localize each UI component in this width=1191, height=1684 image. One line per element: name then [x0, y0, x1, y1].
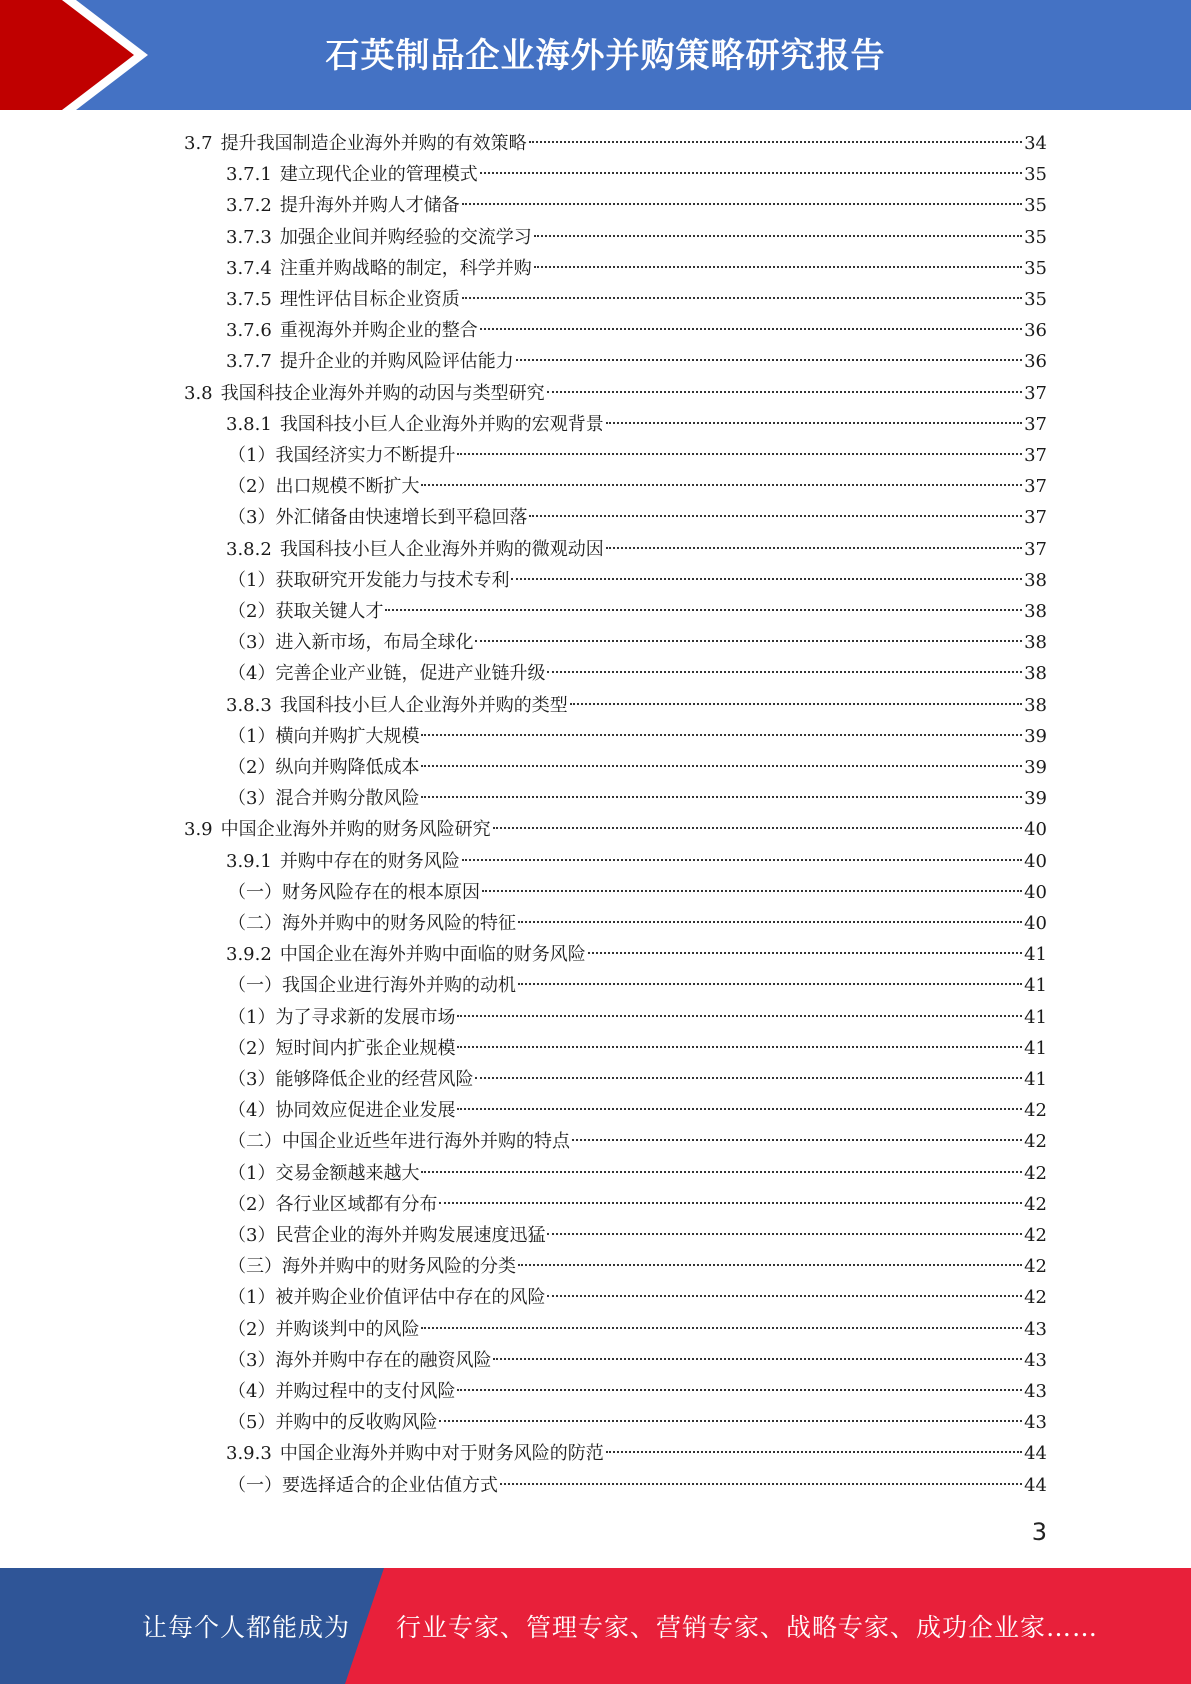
toc-entry-text: 中国企业海外并购中对于财务风险的防范 [279, 1443, 604, 1465]
toc-page-number: 40 [1024, 819, 1047, 841]
toc-page-number: 38 [1024, 569, 1047, 591]
toc-entry[interactable] [228, 877, 1047, 908]
toc-entry[interactable] [226, 253, 1047, 284]
toc-section-number: 3.8.2 [226, 538, 272, 560]
toc-entry-label [228, 627, 473, 658]
toc-entry[interactable] [228, 1470, 1047, 1501]
toc-dot-leader [421, 734, 1022, 736]
toc-page-number: 37 [1024, 476, 1047, 498]
toc-page-number: 43 [1024, 1381, 1047, 1402]
toc-entry-text: （1）我国经济实力不断提升 [228, 445, 456, 466]
toc-entry-label [228, 1251, 516, 1282]
toc-entry-text: 理性评估目标企业资质 [279, 289, 460, 310]
toc-page-number: 37 [1024, 413, 1047, 435]
toc-entry-text: 重视海外并购企业的整合 [279, 320, 478, 342]
toc-entry[interactable] [228, 1282, 1047, 1313]
toc-entry-label [228, 1064, 473, 1095]
toc-entry-label [226, 690, 568, 721]
toc-entry[interactable] [226, 846, 1047, 877]
toc-entry-text: （3）海外并购中存在的融资风险 [228, 1349, 492, 1371]
toc-page-number: 43 [1024, 1412, 1047, 1434]
toc-dot-leader [547, 671, 1022, 673]
toc-entry-label [226, 159, 478, 190]
toc-entry-label [228, 1095, 455, 1126]
toc-entry-label [228, 1002, 455, 1033]
toc-entry-text: （1）获取研究开发能力与技术专利 [228, 569, 510, 591]
toc-page-number: 42 [1024, 1287, 1047, 1309]
toc-entry-label [228, 565, 509, 596]
toc-entry-label [226, 190, 460, 221]
toc-page-number: 40 [1024, 850, 1047, 872]
toc-entry[interactable] [226, 409, 1047, 440]
toc-dot-leader [570, 703, 1022, 705]
toc-entry[interactable] [228, 908, 1047, 939]
toc-entry[interactable] [228, 1314, 1047, 1345]
toc-entry-text: （3）外汇储备由快速增长到平稳回落 [228, 507, 528, 529]
toc-dot-leader [457, 1389, 1022, 1391]
toc-dot-leader [529, 141, 1022, 143]
toc-entry-label [228, 877, 480, 908]
toc-entry-text: 我国科技小巨人企业海外并购的微观动因 [279, 538, 604, 560]
toc-entry-text: 我国科技小巨人企业海外并购的宏观背景 [279, 413, 604, 435]
toc-entry-text: 提升海外并购人才储备 [279, 195, 460, 217]
toc-page-number: 40 [1024, 913, 1047, 934]
toc-entry-text: 我国科技小巨人企业海外并购的类型 [279, 694, 568, 716]
toc-entry-text: （一）财务风险存在的根本原因 [228, 881, 480, 903]
toc-section-number: 3.7.1 [226, 164, 272, 186]
toc-entry-label [228, 1282, 545, 1313]
toc-page-number: 37 [1024, 538, 1047, 560]
toc-entry[interactable] [226, 190, 1047, 221]
toc-section-number: 3.9.2 [226, 944, 272, 966]
toc-section-number: 3.7.7 [226, 351, 272, 373]
toc-dot-leader [606, 547, 1022, 549]
toc-entry[interactable] [228, 1033, 1047, 1064]
toc-dot-leader [500, 1483, 1022, 1485]
toc-entry-label [226, 846, 460, 877]
toc-section-number: 3.7 [184, 133, 213, 154]
toc-entry-label [228, 1376, 455, 1407]
toc-entry-text: 加强企业间并购经验的交流学习 [279, 226, 532, 248]
toc-section-number: 3.8 [184, 382, 213, 404]
toc-entry-text: （4）协同效应促进企业发展 [228, 1100, 456, 1122]
toc-dot-leader [421, 765, 1022, 767]
toc-entry[interactable] [228, 1407, 1047, 1438]
toc-page-number: 42 [1024, 1225, 1047, 1246]
toc-entry[interactable] [228, 1251, 1047, 1282]
toc-entry[interactable] [226, 534, 1047, 565]
toc-entry-label [184, 378, 545, 409]
toc-page-number: 38 [1024, 663, 1047, 685]
toc-page-number: 34 [1024, 133, 1047, 154]
toc-page-number: 42 [1024, 1193, 1047, 1215]
toc-page-number: 38 [1024, 694, 1047, 716]
toc-section-number: 3.7.3 [226, 226, 272, 248]
toc-entry-text: （3）进入新市场，布局全球化 [228, 632, 474, 654]
toc-entry-label [228, 752, 419, 783]
toc-dot-leader [493, 1358, 1022, 1360]
toc-entry-label [226, 1438, 604, 1469]
toc-entry-text: 中国企业海外并购的财务风险研究 [220, 819, 491, 841]
toc-entry-label [228, 908, 516, 939]
toc-page-number: 35 [1024, 164, 1047, 186]
toc-section-number: 3.7.6 [226, 320, 272, 342]
toc-entry[interactable] [228, 783, 1047, 814]
toc-section-number: 3.7.2 [226, 195, 272, 217]
toc-dot-leader [518, 921, 1022, 923]
toc-entry-text: （一）要选择适合的企业估值方式 [228, 1474, 498, 1496]
toc-dot-leader [462, 203, 1022, 205]
toc-entry-text: 提升我国制造企业海外并购的有效策略 [220, 133, 527, 154]
toc-page-number: 38 [1024, 632, 1047, 654]
toc-page-number: 43 [1024, 1349, 1047, 1371]
toc-entry-label [228, 1158, 419, 1189]
toc-dot-leader [606, 422, 1022, 424]
toc-entry[interactable] [184, 814, 1047, 845]
toc-entry[interactable] [184, 128, 1047, 159]
toc-entry[interactable] [226, 315, 1047, 346]
toc-entry-text: （2）短时间内扩张企业规模 [228, 1037, 456, 1059]
toc-dot-leader [439, 1420, 1022, 1422]
toc-entry-text: （2）获取关键人才 [228, 601, 384, 622]
toc-entry-label [228, 1220, 545, 1251]
toc-dot-leader [606, 1451, 1022, 1453]
toc-entry-label [228, 658, 545, 689]
toc-entry-label [228, 502, 527, 533]
toc-entry-text: 我国科技企业海外并购的动因与类型研究 [220, 382, 545, 404]
toc-dot-leader [480, 328, 1022, 330]
toc-entry-label [226, 409, 604, 440]
toc-page-number: 41 [1024, 1069, 1047, 1090]
page-number: 3 [1031, 1518, 1047, 1546]
toc-entry-label [226, 284, 460, 315]
page-header [0, 0, 1191, 110]
toc-entry[interactable] [228, 1220, 1047, 1251]
toc-entry-label [226, 346, 514, 377]
toc-entry[interactable] [228, 1002, 1047, 1033]
toc-page-number: 44 [1024, 1474, 1047, 1496]
toc-dot-leader [534, 235, 1022, 237]
toc-entry-label [226, 222, 532, 253]
toc-page-number: 36 [1024, 351, 1047, 373]
toc-entry-text: （2）出口规模不断扩大 [228, 476, 420, 498]
toc-page-number: 41 [1024, 1006, 1047, 1028]
toc-dot-leader [547, 1233, 1022, 1235]
toc-section-number: 3.9 [184, 819, 213, 841]
toc-entry[interactable] [228, 1345, 1047, 1376]
toc-entry[interactable] [228, 721, 1047, 752]
toc-section-number: 3.9.1 [226, 850, 272, 872]
toc-page-number: 42 [1024, 1100, 1047, 1122]
toc-dot-leader [529, 515, 1022, 517]
toc-dot-leader [547, 1295, 1022, 1297]
toc-entry-text: （三）海外并购中的财务风险的分类 [228, 1256, 516, 1278]
slogan-left: 让每个人都能成为 [142, 1613, 351, 1642]
toc-entry-text: （1）被并购企业价值评估中存在的风险 [228, 1287, 546, 1309]
toc-section-number: 3.8.1 [226, 413, 272, 435]
toc-entry-text: 建立现代企业的管理模式 [279, 164, 478, 186]
toc-dot-leader [421, 1171, 1022, 1173]
toc-entry-text: （4）完善企业产业链，促进产业链升级 [228, 663, 546, 685]
toc-entry-label [226, 253, 532, 284]
toc-dot-leader [493, 827, 1022, 829]
toc-dot-leader [457, 1108, 1022, 1110]
toc-page-number: 35 [1024, 257, 1047, 279]
toc-entry-text: （二）中国企业近些年进行海外并购的特点 [228, 1131, 570, 1153]
report-title: 石英制品企业海外并购策略研究报告 [325, 36, 886, 76]
toc-dot-leader [457, 453, 1022, 455]
toc-entry-label [228, 440, 455, 471]
toc-entry[interactable] [226, 939, 1047, 970]
toc-entry[interactable] [228, 565, 1047, 596]
toc-dot-leader [534, 266, 1022, 268]
toc-entry-text: 注重并购战略的制定，科学并购 [279, 257, 532, 279]
toc-page-number: 41 [1024, 975, 1047, 997]
toc-entry[interactable] [228, 1158, 1047, 1189]
toc-page-number: 41 [1024, 1037, 1047, 1059]
toc-dot-leader [482, 890, 1022, 892]
toc-entry-label [228, 596, 383, 627]
toc-entry-text: （1）为了寻求新的发展市场 [228, 1006, 456, 1028]
page-footer [0, 1568, 1191, 1684]
toc-entry[interactable] [228, 658, 1047, 689]
toc-page-number: 42 [1024, 1131, 1047, 1153]
toc-entry-text: （1）横向并购扩大规模 [228, 725, 420, 747]
toc-dot-leader [480, 172, 1022, 174]
toc-page-number: 39 [1024, 725, 1047, 747]
toc-page-number: 44 [1024, 1443, 1047, 1465]
toc-entry-text: （4）并购过程中的支付风险 [228, 1381, 456, 1402]
toc-entry[interactable] [226, 159, 1047, 190]
toc-dot-leader [518, 983, 1022, 985]
toc-entry[interactable] [228, 752, 1047, 783]
toc-entry-text: （2）各行业区域都有分布 [228, 1193, 438, 1215]
toc-entry[interactable] [226, 690, 1047, 721]
toc-entry-text: 提升企业的并购风险评估能力 [279, 351, 514, 373]
toc-page-number: 37 [1024, 382, 1047, 404]
toc-dot-leader [511, 578, 1022, 580]
toc-dot-leader [518, 1264, 1022, 1266]
toc-entry-label [228, 1407, 437, 1438]
toc-page-number: 43 [1024, 1318, 1047, 1340]
toc-dot-leader [421, 1327, 1022, 1329]
toc-dot-leader [475, 1077, 1022, 1079]
toc-entry[interactable] [228, 1095, 1047, 1126]
toc-section-number: 3.8.3 [226, 694, 272, 716]
toc-section-number: 3.7.5 [226, 289, 272, 310]
toc-dot-leader [475, 640, 1022, 642]
toc-page-number: 38 [1024, 601, 1047, 622]
toc-dot-leader [457, 1046, 1022, 1048]
toc-entry[interactable] [228, 970, 1047, 1001]
toc-dot-leader [462, 297, 1022, 299]
toc-entry-label [228, 970, 516, 1001]
toc-page-number: 37 [1024, 445, 1047, 466]
toc-entry-text: （5）并购中的反收购风险 [228, 1412, 438, 1434]
toc-dot-leader [462, 859, 1022, 861]
toc-entry-label [228, 1033, 455, 1064]
toc-entry-text: 中国企业在海外并购中面临的财务风险 [279, 944, 586, 966]
toc-entry-text: （一）我国企业进行海外并购的动机 [228, 975, 516, 997]
toc-dot-leader [572, 1139, 1022, 1141]
toc-page-number: 35 [1024, 226, 1047, 248]
toc-entry-label [184, 128, 527, 159]
toc-dot-leader [457, 1015, 1022, 1017]
toc-dot-leader [516, 359, 1022, 361]
toc-entry[interactable] [228, 627, 1047, 658]
toc-entry[interactable] [228, 1189, 1047, 1220]
toc-dot-leader [547, 391, 1022, 393]
toc-entry-label [228, 471, 419, 502]
toc-entry[interactable] [228, 596, 1047, 627]
toc-entry-label [228, 1189, 437, 1220]
toc-entry-text: 并购中存在的财务风险 [279, 850, 460, 872]
toc-entry[interactable] [228, 1064, 1047, 1095]
toc-entry-text: （1）交易金额越来越大 [228, 1162, 420, 1184]
toc-entry-text: （2）并购谈判中的风险 [228, 1318, 420, 1340]
toc-entry-label [228, 783, 419, 814]
toc-page-number: 40 [1024, 881, 1047, 903]
toc-entry[interactable] [228, 1126, 1047, 1157]
toc-entry[interactable] [226, 222, 1047, 253]
toc-entry-text: （二）海外并购中的财务风险的特征 [228, 913, 516, 934]
toc-entry[interactable] [184, 378, 1047, 409]
toc-page-number: 42 [1024, 1256, 1047, 1278]
toc-entry-label [228, 1126, 570, 1157]
toc-page-number: 39 [1024, 757, 1047, 778]
toc-dot-leader [439, 1202, 1022, 1204]
toc-page-number: 35 [1024, 195, 1047, 217]
toc-entry[interactable] [226, 346, 1047, 377]
toc-section-number: 3.9.3 [226, 1443, 272, 1465]
toc-entry-label [228, 1345, 491, 1376]
toc-entry[interactable] [226, 284, 1047, 315]
toc-entry[interactable] [228, 471, 1047, 502]
toc-entry-label [228, 1314, 419, 1345]
toc-entry-label [184, 814, 491, 845]
toc-entry-label [226, 939, 586, 970]
toc-dot-leader [385, 609, 1022, 611]
toc-entry-text: （3）混合并购分散风险 [228, 788, 420, 810]
toc-dot-leader [421, 796, 1022, 798]
toc-dot-leader [421, 484, 1022, 486]
toc-entry[interactable] [228, 440, 1047, 471]
toc-entry-text: （3）民营企业的海外并购发展速度迅猛 [228, 1225, 546, 1246]
toc-section-number: 3.7.4 [226, 257, 272, 279]
toc-page-number: 41 [1024, 944, 1047, 966]
toc-page-number: 37 [1024, 507, 1047, 529]
toc-entry[interactable] [228, 502, 1047, 533]
toc-entry-text: （3）能够降低企业的经营风险 [228, 1069, 474, 1090]
toc-entry-label [226, 315, 478, 346]
slogan-right: 行业专家、管理专家、营销专家、战略专家、成功企业家…… [396, 1613, 1099, 1642]
toc-entry-label [226, 534, 604, 565]
toc-page-number: 35 [1024, 289, 1047, 310]
toc-entry-label [228, 1470, 498, 1501]
toc-dot-leader [588, 952, 1022, 954]
toc-entry[interactable] [226, 1438, 1047, 1469]
toc-page-number: 36 [1024, 320, 1047, 342]
toc-entry-text: （2）纵向并购降低成本 [228, 757, 420, 778]
toc-entry[interactable] [228, 1376, 1047, 1407]
toc-entry-label [228, 721, 419, 752]
toc-page-number: 39 [1024, 788, 1047, 810]
toc-page-number: 42 [1024, 1162, 1047, 1184]
